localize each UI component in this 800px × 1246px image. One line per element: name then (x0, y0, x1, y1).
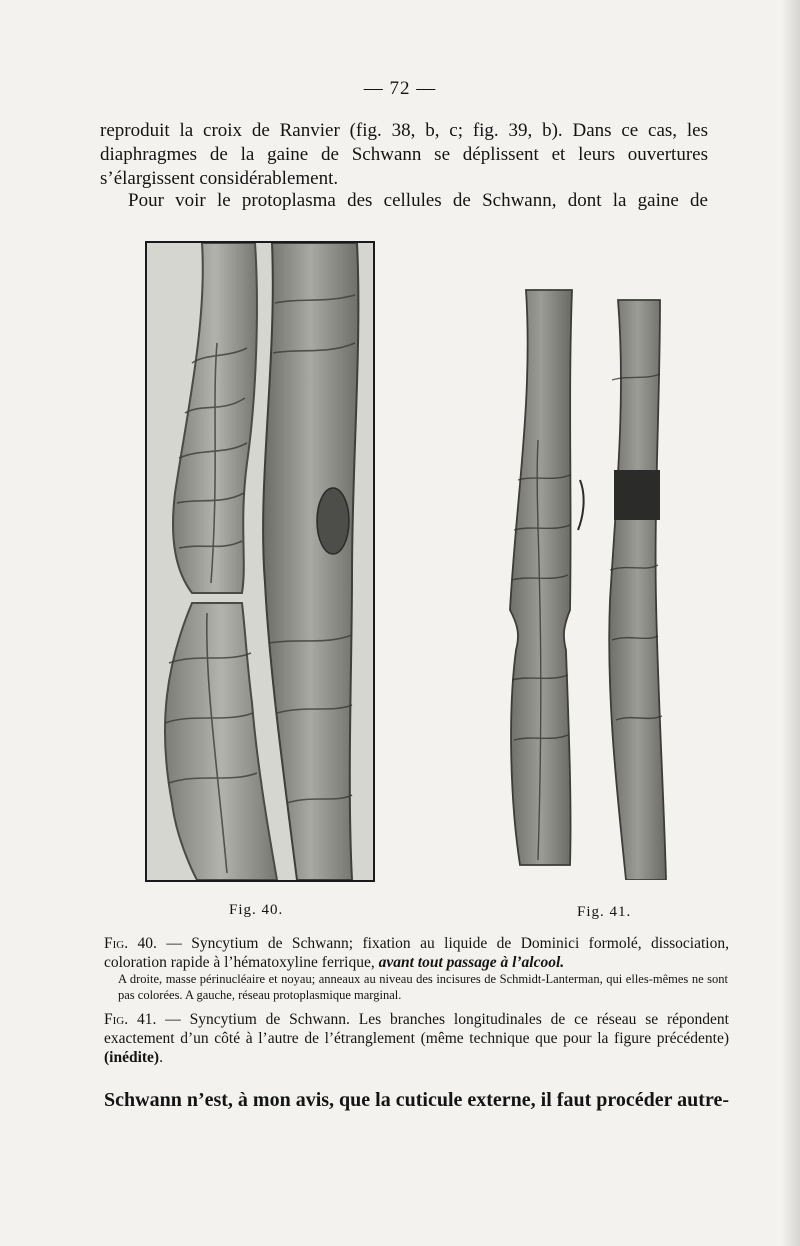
figure-40-label: Fig. 40. (229, 902, 284, 918)
figure-40-caption-emphasis: avant tout passage à l’alcool. (378, 954, 565, 971)
figure-41-caption-bold: (inédite) (104, 1049, 160, 1066)
page-edge-shadow (782, 0, 800, 1246)
paragraph-1-line-1: reproduit la croix de Ranvier (fig. 38, b, c; fig. 39, b). Dans ce cas, les (100, 120, 708, 141)
figure-41-caption (104, 1010, 729, 1067)
paragraph-1-line-2: diaphragmes de la gaine de Schwann se déplissent et leurs ouvertures (100, 144, 708, 165)
figure-40-caption-main: — Syncytium de Schwann; fixation au liquide de Dominici formolé, dissociation, coloration rapide à l’hématoxyline ferrique, (104, 935, 729, 971)
page-number: — 72 — (363, 78, 437, 99)
figure-41-label: Fig. 41. (577, 904, 632, 920)
figure-40-caption-detail: A droite, masse périnucléaire et noyau; anneaux au niveau des incisures de Schmidt-Lanterman, qui elles-mêmes ne sont pas colorées. A gauche, réseau protoplasmique marginal. (118, 972, 728, 1002)
figure-41-caption-prefix: Fig. 41. (104, 1011, 157, 1028)
paragraph-1-line-3: s’élargissent considérablement. (100, 168, 339, 189)
figure-40-caption-prefix: Fig. 40. (104, 935, 157, 952)
figure-41-plate (488, 280, 688, 880)
continuation-line: Schwann n’est, à mon avis, que la cuticule externe, il faut procéder autre- (104, 1089, 729, 1111)
figure-40-drawing (147, 243, 373, 880)
figure-41-caption-main: — Syncytium de Schwann. Les branches longitudinales de ce réseau se répondent exactement d’un côté à l’autre de l’étranglement (même technique que pour la figure précédente) (104, 1011, 729, 1047)
figure-40-plate (145, 241, 375, 882)
figure-41-caption-end: . (159, 1049, 163, 1066)
figure-41-drawing (488, 280, 688, 880)
paragraph-2-line-1: Pour voir le protoplasma des cellules de Schwann, dont la gaine de (128, 190, 708, 211)
figure-40-caption (104, 934, 729, 972)
